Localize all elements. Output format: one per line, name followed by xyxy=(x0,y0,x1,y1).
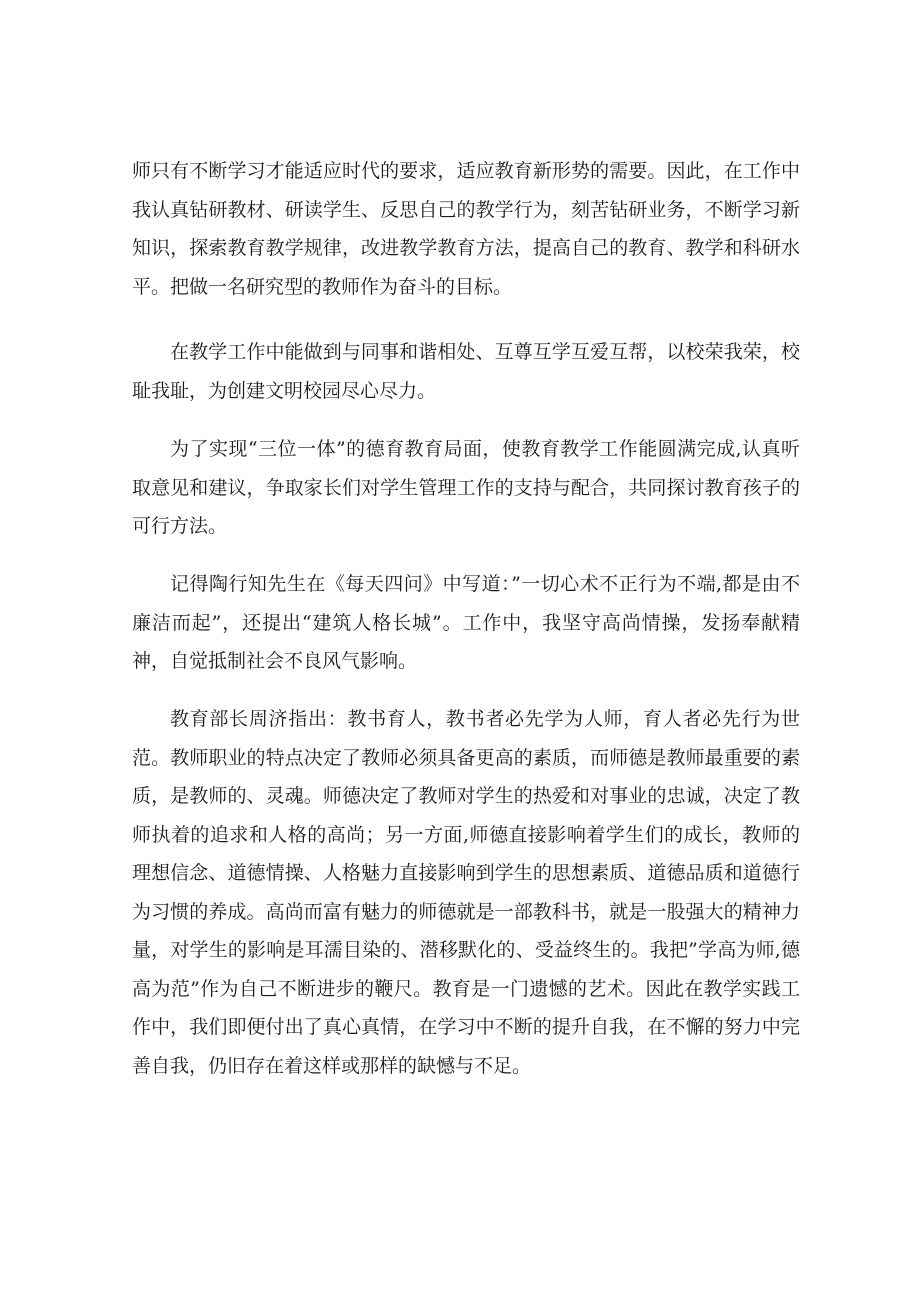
paragraph-2: 在教学工作中能做到与同事和谐相处、互尊互学互爱互帮，以校荣我荣，校耻我耻，为创建文明校园尽心尽力。 xyxy=(132,341,800,402)
paragraph-5: 教育部长周济指出：教书育人，教书者必先学为人师，育人者必先行为世范。教师职业的特点决定了教师必须具备更高的素质，而师德是教师最重要的素质，是教师的、灵魂。师德决定了教师对学生的热爱和对事业的忠诚，决定了教师执着的追求和人格的高尚；另一方面,师德直接影响着学生们的成长，教师的理想信念、道德情操、人格魅力直接影响到学生的思想素质、道德品质和道德行为习惯的养成。高尚而富有魅力的师德就是一部教科书，就是一股强大的精神力量，对学生的影响是耳濡目染的、潜移默化的、受益终生的。我把”学高为师,德高为范”作为自己不断进步的鞭尺。教育是一门遗憾的艺术。因此在教学实践工作中，我们即便付出了真心真情，在学习中不断的提升自我，在不懈的努力中完善自我，仍旧存在着这样或那样的缺憾与不足。 xyxy=(132,708,800,1077)
paragraph-4: 记得陶行知先生在《每天四问》中写道：”一切心术不正行为不端,都是由不廉洁而起”，还提出“建筑人格长城”。工作中，我坚守高尚情操，发扬奉献精神，自觉抵制社会不良风气影响。 xyxy=(132,573,800,672)
paragraph-1: 师只有不断学习才能适应时代的要求，适应教育新形势的需要。因此，在工作中我认真钻研教材、研读学生、反思自己的教学行为，刻苦钻研业务，不断学习新知识，探索教育教学规律，改进教学教育方法，提高自己的教育、教学和科研水平。把做一名研究型的教师作为奋斗的目标。 xyxy=(132,160,800,298)
paragraph-3: 为了实现“三位一体”的德育教育局面，使教育教学工作能圆满完成,认真听取意见和建议，争取家长们对学生管理工作的支持与配合，共同探讨教育孩子的可行方法。 xyxy=(132,438,800,537)
